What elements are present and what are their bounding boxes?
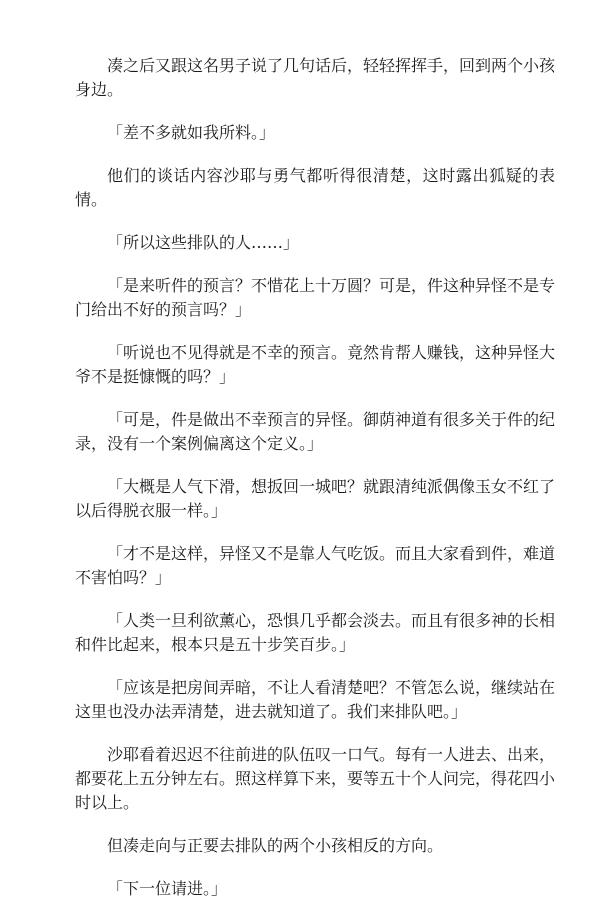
paragraph: 「听说也不见得就是不幸的预言。竟然肯帮人赚钱，这种异怪大爷不是挺慷慨的吗？」 — [75, 343, 556, 386]
paragraph: 「才不是这样，异怪又不是靠人气吃饭。而且大家看到件，难道不害怕吗？」 — [75, 544, 556, 587]
paragraph: 「下一位请进。」 — [107, 879, 228, 898]
paragraph: 「大概是人气下滑，想扳回一城吧？就跟清纯派偶像玉女不红了以后得脱衣服一样。」 — [75, 477, 556, 520]
paragraph: 「是来听件的预言？不惜花上十万圆？可是，件这种异怪不是专门给出不好的预言吗？」 — [75, 276, 556, 319]
paragraph: 「人类一旦利欲薰心，恐惧几乎都会淡去。而且有很多神的长相和件比起来，根本只是五十步笑百步。」 — [75, 611, 556, 654]
paragraph: 「差不多就如我所料。」 — [107, 123, 276, 142]
paragraph: 他们的谈话内容沙耶与勇气都听得很清楚，这时露出狐疑的表情。 — [75, 166, 555, 209]
paragraph: 凑之后又跟这名男子说了几句话后，轻轻挥挥手，回到两个小孩身边。 — [75, 56, 556, 99]
paragraph: 「可是，件是做出不幸预言的异怪。御荫神道有很多关于件的纪录，没有一个案例偏离这个定义。」 — [75, 410, 556, 453]
text-body — [75, 54, 555, 920]
paragraph: 「应该是把房间弄暗，不让人看清楚吧？不管怎么说，继续站在这里也没办法弄清楚，进去就知道了。我们来排队吧。」 — [75, 678, 556, 721]
paragraph: 但凑走向与正要去排队的两个小孩相反的方向。 — [107, 836, 444, 855]
paragraph: 「所以这些排队的人……」 — [107, 233, 300, 252]
paragraph: 沙耶看着迟迟不往前进的队伍叹一口气。每有一人进去、出来，都要花上五分钟左右。照这样算下来，要等五十个人问完，得花四小时以上。 — [75, 745, 556, 812]
